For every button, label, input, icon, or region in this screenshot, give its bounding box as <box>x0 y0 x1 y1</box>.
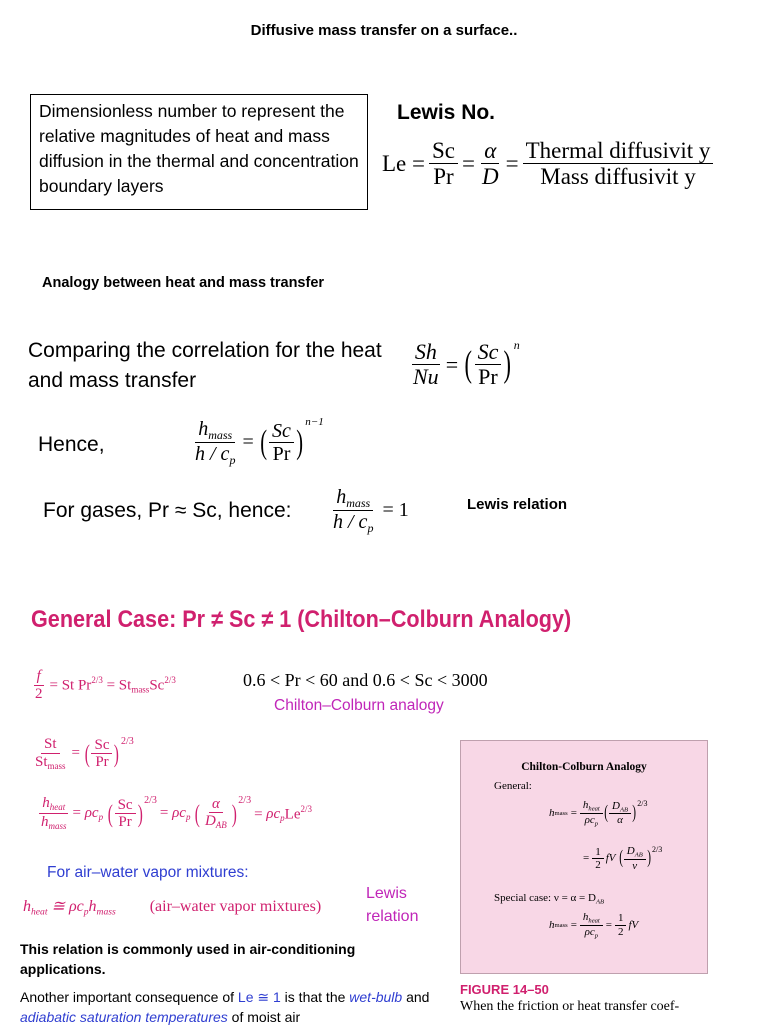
chilton-label: Chilton–Colburn analogy <box>274 697 444 714</box>
hence-label: Hence, <box>38 433 105 456</box>
figure-caption-text: When the friction or heat transfer coef- <box>460 999 680 1014</box>
consequence-text: Another important consequence of Le ≅ 1 is that the wet-bulb and adiabatic saturation temperatures of moist air <box>20 989 430 1025</box>
figure-special-case: Special case: $\nu = \alpha = D_{AB}$ <box>494 892 605 906</box>
figure-eq1: h mass = $\frac{h_{heat}}{\rho c_p}$ ( $\frac{D_{AB}}{\alpha}$ ) 2/3 <box>549 799 648 827</box>
hence-equation: $\frac{h_{mass}}{h / c_p}$ = ( $\frac{Sc}{Pr}$ ) n−1 <box>195 416 324 468</box>
commonly-used-text: This relation is commonly used in air-conditioning applications. <box>20 941 356 977</box>
figure-box <box>460 740 708 974</box>
analogy-heading: Analogy between heat and mass transfer <box>42 275 325 291</box>
range-text: 0.6 < Pr < 60 and 0.6 < Sc < 3000 <box>243 670 488 690</box>
thermal-diffusivity: Thermal diffusivit y <box>523 138 714 164</box>
page-title: Diffusive mass transfer on a surface.. <box>250 22 518 39</box>
le-lhs: Le = <box>382 150 425 176</box>
st-equation: $\frac{St}{St_{mass}}$ = ( $\frac{Sc}{Pr}$ ) 2/3 <box>35 736 134 771</box>
air-water-label: For air–water vapor mixtures: <box>47 864 249 881</box>
figure-eq3: h mass = $\frac{h_{heat}}{\rho c_p}$ = $\frac{1}{2}$ fV <box>549 911 639 939</box>
hheat-equation: $\frac{h_{heat}}{h_{mass}}$ = $\rho c_p$ ( $\frac{Sc}{Pr}$ ) 2/3 = $\rho c_p$ ( $\frac{\alpha}{D_{AB}}$ ) 2/3 = $\rho c_pLe^{2/3}$ <box>41 795 312 832</box>
general-case-title: General Case: Pr ≠ Sc ≠ 1 (Chilton–Colburn Analogy) <box>31 606 572 633</box>
figure-general: General: <box>494 780 532 792</box>
definition-box: Dimensionless number to represent the relative magnitudes of heat and mass diffusion in the thermal and concentration boundary layers <box>30 94 368 210</box>
lewis-relation-label-2: Lewis relation <box>366 885 419 925</box>
lewis-heading: Lewis No. <box>397 101 496 124</box>
mass-diffusivity: Mass diffusivit y <box>540 164 696 190</box>
lewis-equation: Le = $\frac{Sc}{Pr}$ = $\frac{\alpha}{D}$ = $\frac{\text{Thermal diffusivit y}}{\text{Mass diffusivit y}}$ <box>382 138 717 190</box>
sh-nu-equation: $\frac{Sh}{Nu}$ = ( $\frac{Sc}{Pr}$ ) n <box>413 338 520 390</box>
d-symbol: D <box>481 164 499 190</box>
gases-equation: $\frac{h_{mass}}{h / c_p}$ = 1 <box>333 486 409 536</box>
f2-equation: $\frac{f}{2}$ = St $Pr^{2/3} = St_{mass}Sc^{2/3}$ <box>35 668 176 702</box>
air-water-equation: $h_{heat}$ ≅ $\rho c_ph_{mass}$ (air–water vapor mixtures) <box>23 897 322 918</box>
sc-symbol: Sc <box>429 138 458 164</box>
alpha-symbol: α <box>481 138 499 164</box>
gases-text: For gases, Pr ≈ Sc, hence: <box>43 499 292 522</box>
pr-symbol: Pr <box>433 164 454 190</box>
figure-caption-label: FIGURE 14–50 <box>460 982 549 997</box>
figure-eq2: = $\frac{1}{2}$ fV ( $\frac{D_{AB}}{\nu}$ ) 2/3 <box>583 845 663 872</box>
air-water-note: (air–water vapor mixtures) <box>149 897 322 915</box>
lewis-relation-label: Lewis relation <box>467 496 568 513</box>
comparing-text: Comparing the correlation for the heat and mass transfer <box>28 339 382 392</box>
figure-title: Chilton-Colburn Analogy <box>521 761 647 773</box>
